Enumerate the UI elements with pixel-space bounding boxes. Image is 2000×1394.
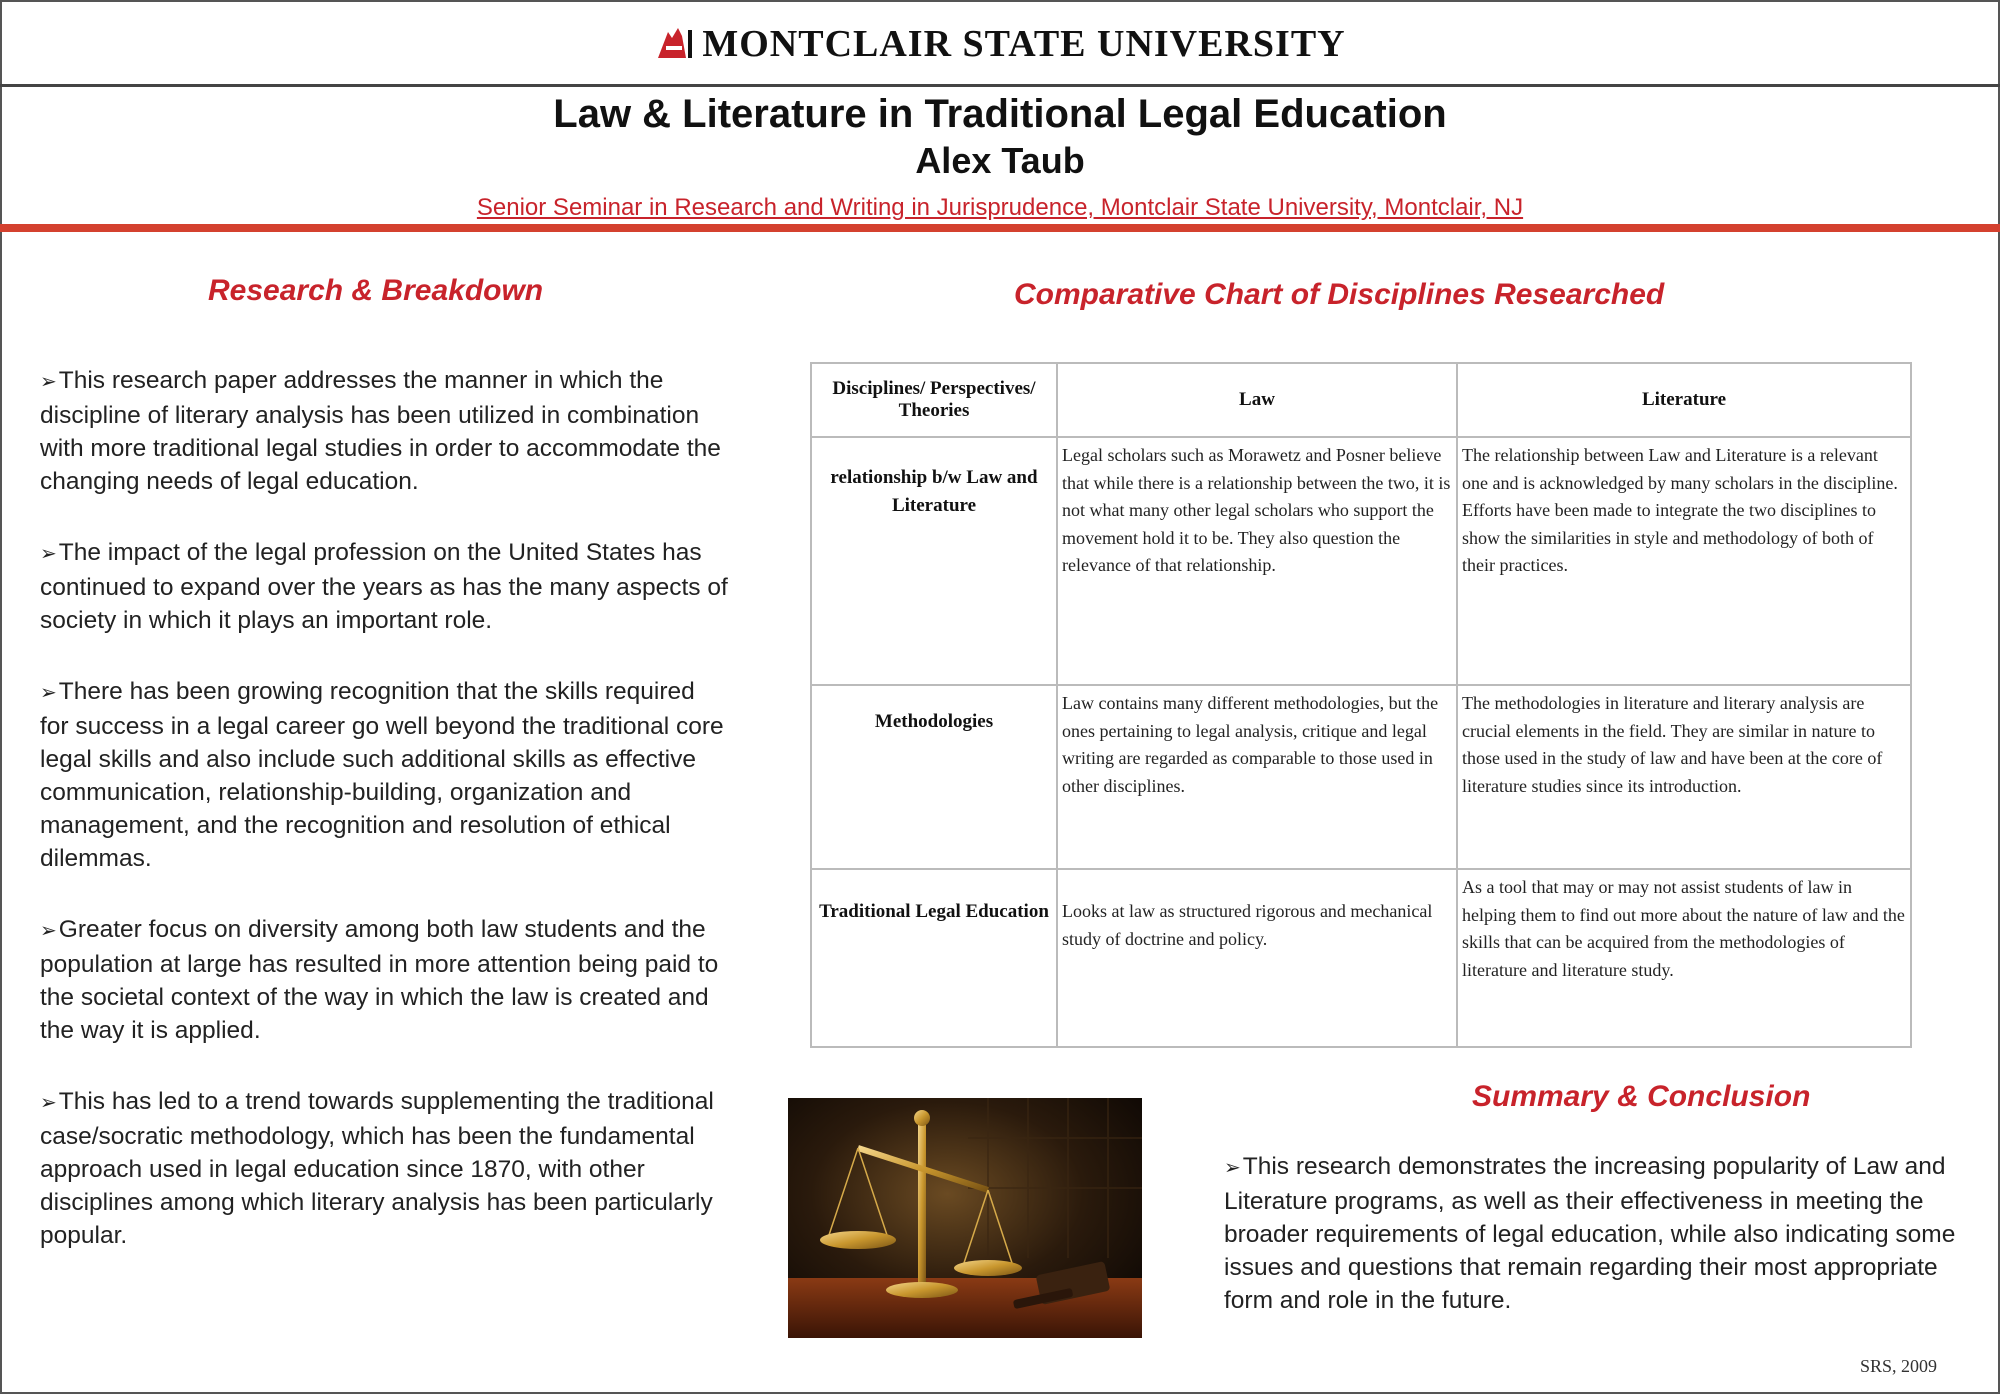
chart-heading: Comparative Chart of Disciplines Researched	[1014, 278, 1665, 311]
table-cell: The relationship between Law and Literature is a relevant one and is acknowledged by many scholars in the discipline. Efforts have been made to integrate the two disciplines to show the similarities in style and methodology of both of their practices.	[1457, 437, 1911, 685]
table-row	[811, 437, 1911, 685]
footer-credit: SRS, 2009	[1860, 1356, 1938, 1376]
arrow-bullet-icon: ➢	[40, 543, 57, 565]
university-logo-icon	[654, 24, 698, 70]
table-row	[811, 685, 1911, 869]
arrow-bullet-icon: ➢	[40, 682, 57, 704]
research-section	[40, 364, 730, 1290]
research-bullet: ➢This has led to a trend towards supplementing the traditional case/socratic methodology, which has been the fundamental approach used in legal education since 1870, with other disciplines among which literary analysis has been particularly popular.	[40, 1088, 714, 1249]
university-banner	[0, 0, 2000, 87]
table-cell: Legal scholars such as Morawetz and Posner believe that while there is a relationship between the two, it is not what many other legal scholars who support the movement hold it to be. They also question the relevance of that relationship.	[1057, 437, 1457, 685]
arrow-bullet-icon: ➢	[40, 371, 57, 393]
research-bullet: ➢There has been growing recognition that the skills required for success in a legal career go well beyond the traditional core legal skills and also include such additional skills as effective communication, relationship-building, organization and management, and the recognition and resolution of ethical dilemmas.	[40, 678, 724, 872]
table-row	[811, 869, 1911, 1047]
research-heading: Research & Breakdown	[208, 274, 544, 307]
column-header: Law	[1057, 363, 1457, 437]
column-header: Literature	[1457, 363, 1911, 437]
table-cell: The methodologies in literature and literary analysis are crucial elements in the field. They are similar in nature to those used in the study of law and have been at the core of literature studies since its introduction.	[1457, 685, 1911, 869]
table-cell: As a tool that may or may not assist students of law in helping them to find out more about the nature of law and the skills that can be acquired from the methodologies of literature and literature study.	[1457, 869, 1911, 1047]
research-bullet: ➢This research paper addresses the manner in which the discipline of literary analysis has been utilized in combination with more traditional legal studies in order to accommodate the changing needs of legal education.	[40, 367, 721, 495]
comparison-table	[810, 362, 1912, 1048]
scales-of-justice-image	[788, 1098, 1142, 1338]
summary-heading: Summary & Conclusion	[1472, 1080, 1811, 1113]
table-cell: Law contains many different methodologies, but the ones pertaining to legal analysis, critique and legal writing are regarded as comparable to those used in other disciplines.	[1057, 685, 1457, 869]
table-cell: Looks at law as structured rigorous and mechanical study of doctrine and policy.	[1057, 869, 1457, 1047]
arrow-bullet-icon: ➢	[1224, 1157, 1241, 1179]
divider	[0, 224, 2000, 232]
column-header: Disciplines/ Perspectives/ Theories	[811, 363, 1057, 437]
arrow-bullet-icon: ➢	[40, 920, 57, 942]
author-name: Alex Taub	[915, 140, 1085, 181]
research-bullet: ➢Greater focus on diversity among both law students and the population at large has resulted in more attention being paid to the societal context of the way in which the law is created and the way it is applied.	[40, 916, 719, 1044]
row-header: Methodologies	[811, 685, 1057, 869]
poster-title: Law & Literature in Traditional Legal Education	[553, 92, 1447, 136]
research-bullet: ➢The impact of the legal profession on the United States has continued to expand over the years as has the many aspects of society in which it plays an important role.	[40, 539, 728, 634]
summary-bullet: ➢This research demonstrates the increasing popularity of Law and Literature programs, as well as their effectiveness in meeting the broader requirements of legal education, while also indicating some issues and questions that remain regarding their most appropriate form and role in the future.	[1224, 1153, 1956, 1314]
row-header: Traditional Legal Education	[811, 869, 1057, 1047]
table-header-row	[811, 363, 1911, 437]
row-header: relationship b/w Law and Literature	[811, 437, 1057, 685]
university-name: MONTCLAIR STATE UNIVERSITY	[0, 22, 2000, 70]
arrow-bullet-icon: ➢	[40, 1092, 57, 1114]
affiliation: Senior Seminar in Research and Writing in Jurisprudence, Montclair State University, Montclair, NJ	[476, 194, 1524, 221]
summary-section	[1224, 1150, 1984, 1317]
